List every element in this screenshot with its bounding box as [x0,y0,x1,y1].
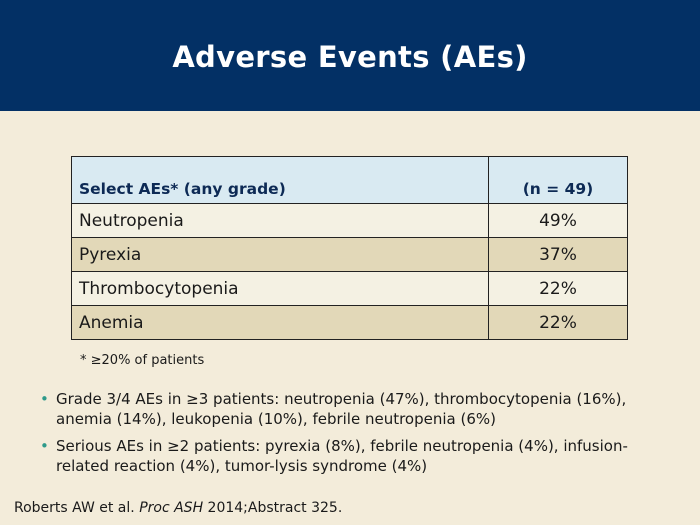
adverse-events-table [71,156,628,340]
ae-name: Anemia [72,306,489,340]
ae-percent: 37% [489,238,628,272]
list-item [40,436,680,476]
bullet-icon: • [40,437,49,455]
table-row [72,306,628,340]
column-header-n: (n = 49) [489,157,628,204]
ae-percent: 49% [489,204,628,238]
ae-name: Pyrexia [72,238,489,272]
list-item [40,389,680,429]
bullet-text: Serious AEs in ≥2 patients: pyrexia (8%), febrile neutropenia (4%), infusion-related reaction (4%), tumor-lysis syndrome (4%) [56,437,628,475]
table-header-row [72,157,628,204]
table-row [72,238,628,272]
ae-percent: 22% [489,306,628,340]
bullet-list [40,389,680,483]
ae-percent: 22% [489,272,628,306]
table-row [72,204,628,238]
citation-authors: Roberts AW et al. [14,500,135,516]
bullet-icon: • [40,390,49,408]
column-header-ae: Select AEs* (any grade) [72,157,489,204]
citation-details: 2014;Abstract 325. [207,500,343,516]
table-footnote: * ≥20% of patients [80,353,205,368]
citation [14,500,342,516]
bullet-text: Grade 3/4 AEs in ≥3 patients: neutropenia (47%), thrombocytopenia (16%), anemia (14%), leukopenia (10%), febrile neutropenia (6%) [56,390,627,428]
title-bar [0,0,700,111]
ae-name: Neutropenia [72,204,489,238]
ae-name: Thrombocytopenia [72,272,489,306]
citation-journal: Proc ASH [139,500,204,516]
page-title: Adverse Events (AEs) [172,39,528,74]
table-row [72,272,628,306]
